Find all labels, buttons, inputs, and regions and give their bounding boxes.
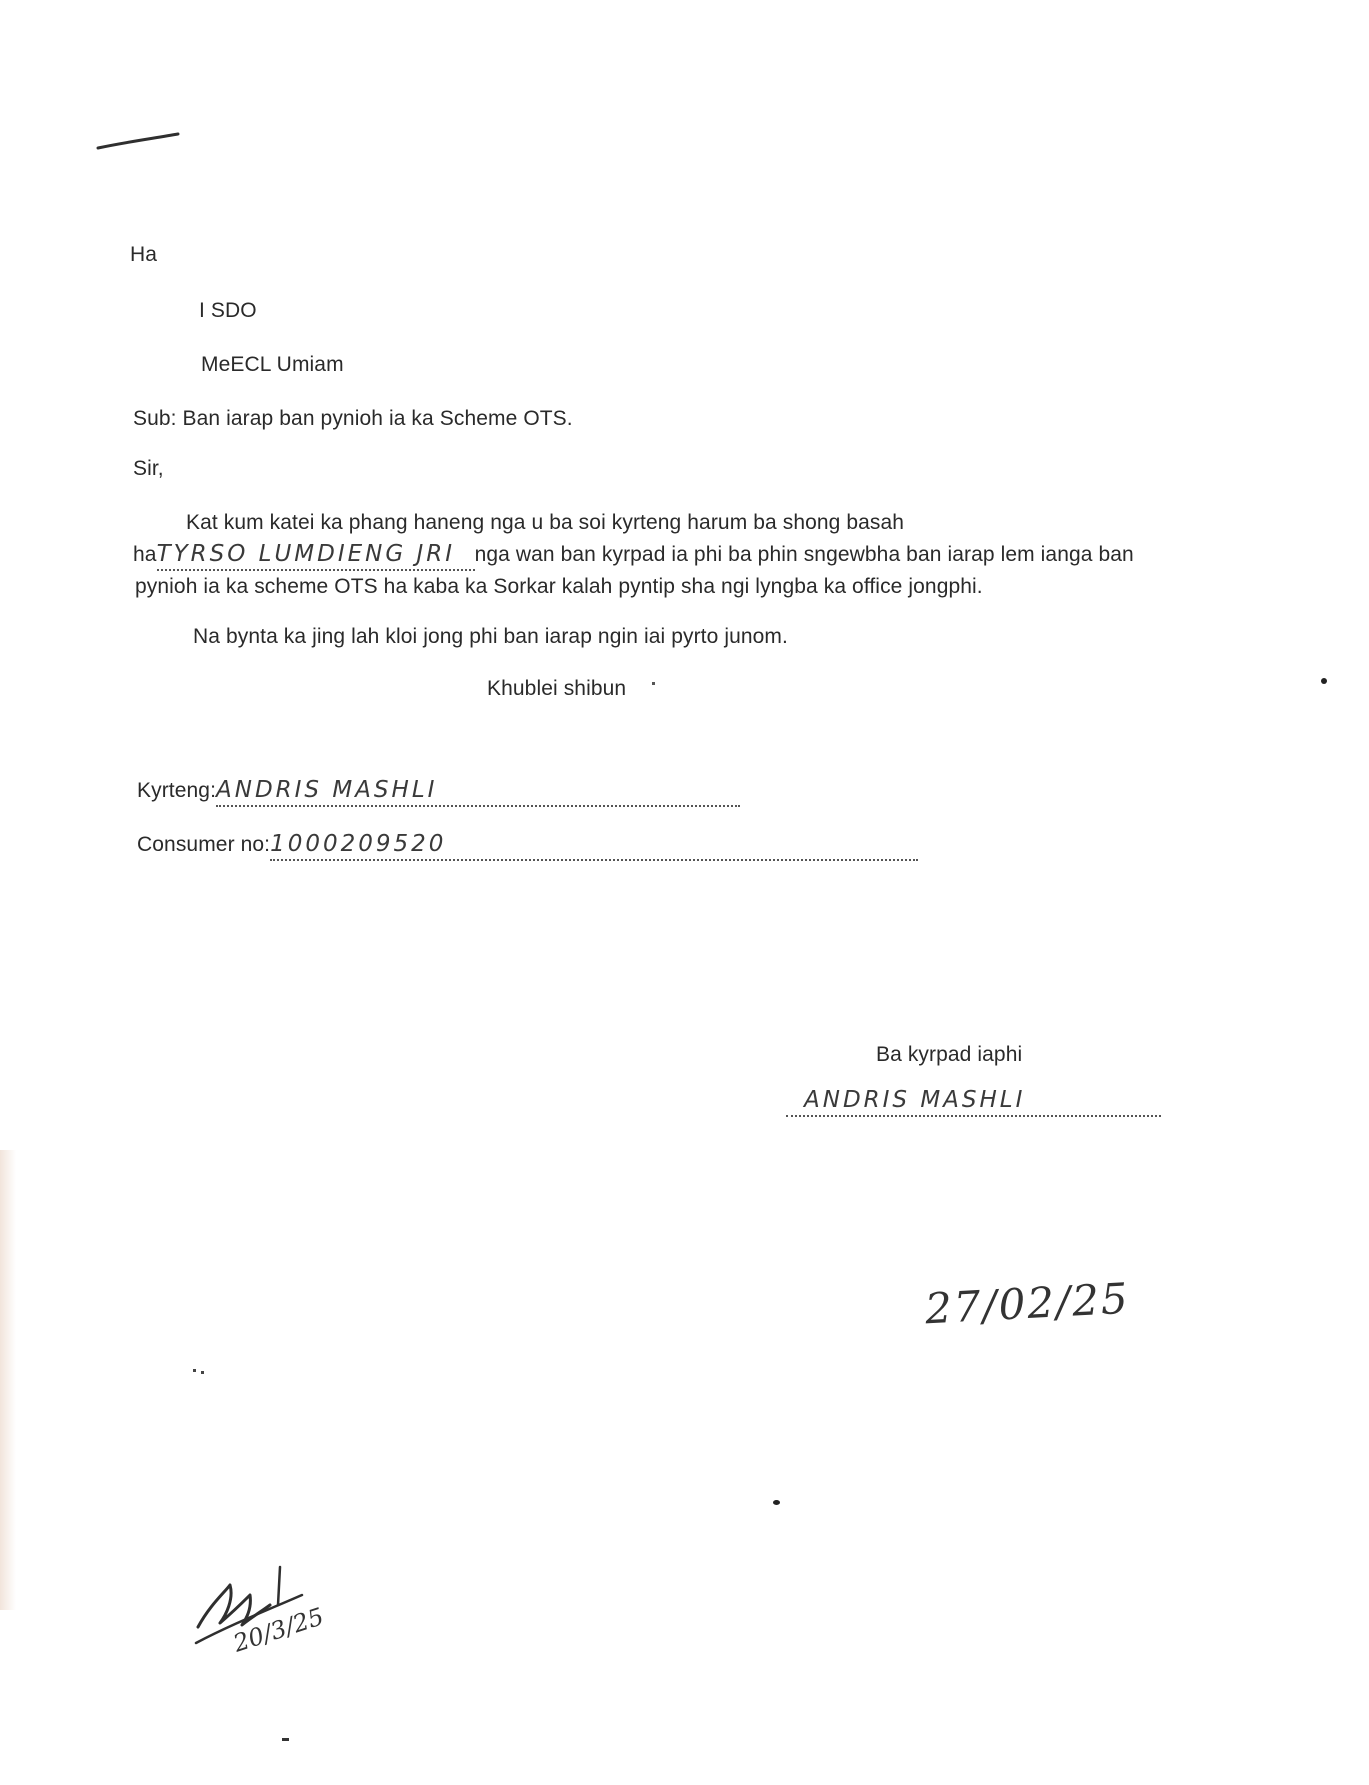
consumer-dotted-line: [270, 830, 918, 861]
scan-speck: [282, 1738, 289, 1741]
recipient-line-1: I SDO: [199, 299, 257, 322]
consumer-label: Consumer no:: [137, 833, 271, 856]
signature-name: ANDRIS MASHLI: [804, 1087, 1026, 1113]
body-line-2-prefix: ha: [133, 543, 157, 566]
subject-line: Sub: Ban iarap ban pynioh ia ka Scheme OTS.: [133, 407, 573, 430]
body-line-2-suffix: nga wan ban kyrpad ia phi ba phin sngewbha ban iarap lem ianga ban: [474, 543, 1134, 566]
scan-speck: [193, 1369, 196, 1372]
salutation-to: Ha: [130, 243, 158, 266]
pen-stroke-mark: [96, 128, 186, 152]
scan-speck: [1321, 678, 1327, 684]
scan-edge-shadow: [0, 1150, 16, 1610]
name-field: [137, 776, 740, 807]
name-label: Kyrteng:: [137, 779, 217, 802]
greeting: Sir,: [133, 457, 164, 480]
body-line-2: [133, 540, 1134, 571]
thanks-line: Khublei shibun: [487, 677, 627, 700]
recipient-line-2: MeECL Umiam: [201, 353, 344, 376]
body-line-3: pynioh ia ka scheme OTS ha kaba ka Sorkar kalah pyntip sha ngi lyngba ka office jongphi.: [135, 575, 983, 598]
consumer-value: 1000209520: [270, 831, 447, 857]
name-dotted-line: [216, 776, 740, 807]
signoff-line: Ba kyrpad iaphi: [876, 1043, 1023, 1066]
handwritten-date: 27/02/25: [923, 1273, 1131, 1334]
scan-speck: [773, 1500, 780, 1505]
scan-speck: [652, 682, 655, 685]
handwritten-location-field: [157, 540, 475, 571]
stamp-date: 20/3/25: [229, 1602, 328, 1658]
body-line-1: Kat kum katei ka phang haneng nga u ba soi kyrteng harum ba shong basah: [186, 511, 905, 534]
closing-request: Na bynta ka jing lah kloi jong phi ban iarap ngin iai pyrto junom.: [193, 625, 788, 648]
signature-dotted-line: [786, 1086, 1161, 1117]
handwritten-location: TYRSO LUMDIENG JRI: [156, 541, 456, 567]
name-value: ANDRIS MASHLI: [216, 777, 438, 803]
scan-speck: [201, 1371, 204, 1374]
signature-field: [786, 1086, 1161, 1117]
consumer-field: [137, 830, 918, 861]
